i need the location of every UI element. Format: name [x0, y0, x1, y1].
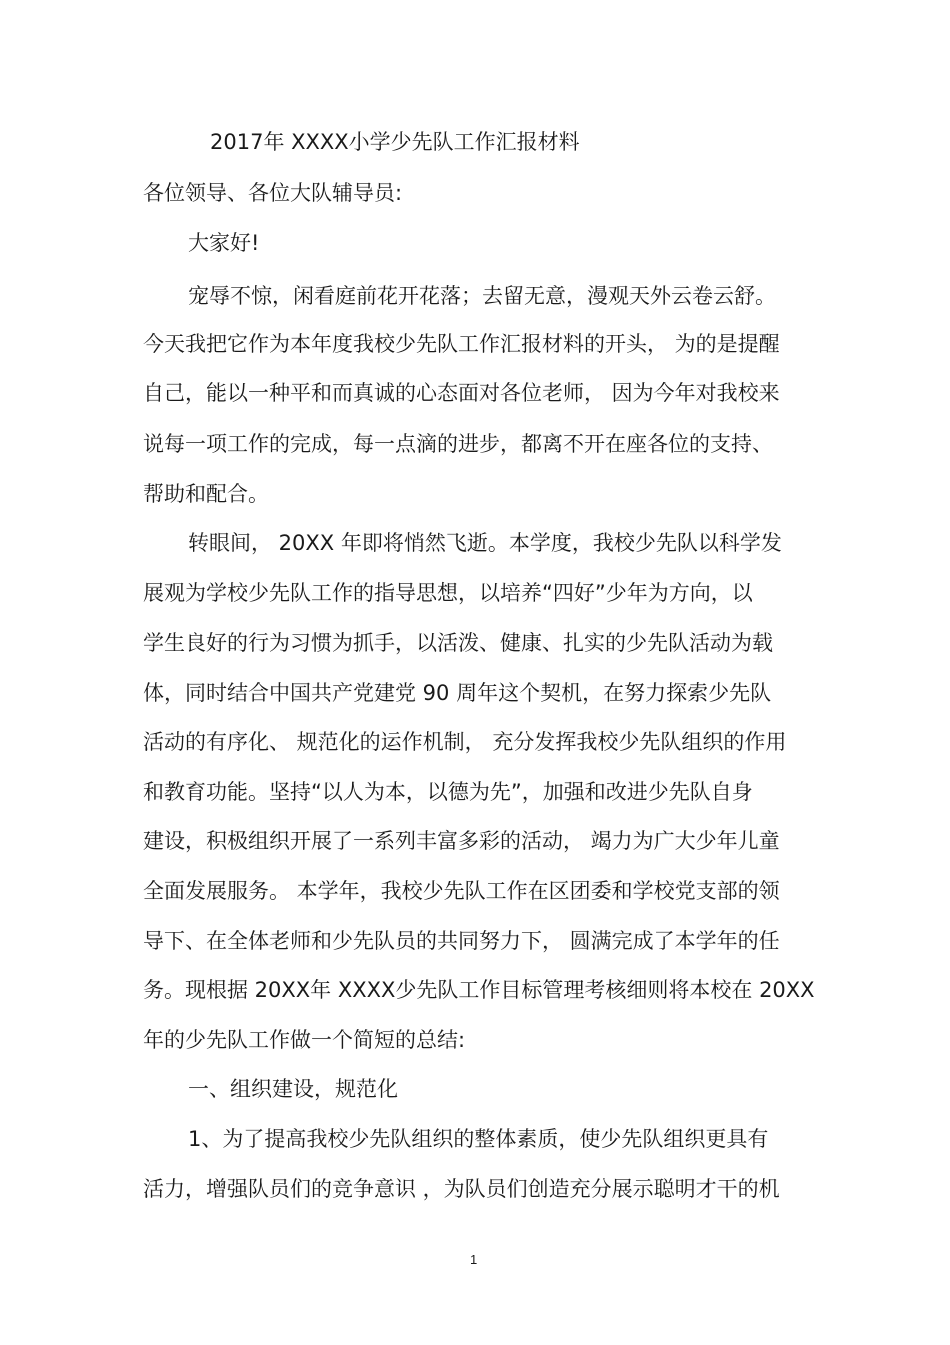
text-line: 务。现根据 20XX年 XXXX少先队工作目标管理考核细则将本校在 20XX — [143, 978, 815, 1002]
text-line: 全面发展服务。 本学年，我校少先队工作在区团委和学校党支部的领 — [143, 879, 780, 903]
text-line: 活动的有序化、 规范化的运作机制， 充分发挥我校少先队组织的作用 — [143, 730, 787, 754]
text-line: 学生良好的行为习惯为抓手，以活泼、健康、扎实的少先队活动为载 — [143, 631, 773, 655]
text-line: 导下、在全体老师和少先队员的共同努力下， 圆满完成了本学年的任 — [143, 929, 780, 953]
text-line: 各位领导、各位大队辅导员: — [143, 181, 403, 205]
text-line: 今天我把它作为本年度我校少先队工作汇报材料的开头， 为的是提醒 — [143, 332, 780, 356]
text-line: 体，同时结合中国共产党建党 90 周年这个契机，在努力探索少先队 — [143, 681, 772, 705]
text-line: 转眼间， 20XX 年即将悄然飞逝。本学度，我校少先队以科学发 — [188, 531, 782, 555]
text-line: 大家好! — [188, 231, 260, 255]
text-line: 展观为学校少先队工作的指导思想，以培养“四好”少年为方向，以 — [143, 581, 753, 605]
document-title: 2017年 XXXX小学少先队工作汇报材料 — [210, 130, 580, 154]
text-line: 1、为了提高我校少先队组织的整体素质，使少先队组织更具有 — [188, 1127, 769, 1151]
text-line: 一、组织建设，规范化 — [188, 1077, 398, 1101]
text-line: 建设，积极组织开展了一系列丰富多彩的活动， 竭力为广大少年儿童 — [143, 829, 780, 853]
text-line: 宠辱不惊，闲看庭前花开花落；去留无意，漫观天外云卷云舒。 — [188, 284, 776, 308]
text-line: 和教育功能。坚持“以人为本，以德为先”，加强和改进少先队自身 — [143, 780, 753, 804]
page-number: 1 — [470, 1252, 478, 1267]
text-line: 说每一项工作的完成，每一点滴的进步，都离不开在座各位的支持、 — [143, 432, 773, 456]
text-line: 活力，增强队员们的竞争意识 ，为队员们创造充分展示聪明才干的机 — [143, 1177, 780, 1201]
text-line: 自己，能以一种平和而真诚的心态面对各位老师， 因为今年对我校来 — [143, 381, 780, 405]
text-line: 帮助和配合。 — [143, 482, 269, 506]
text-line: 年的少先队工作做一个简短的总结: — [143, 1028, 466, 1052]
